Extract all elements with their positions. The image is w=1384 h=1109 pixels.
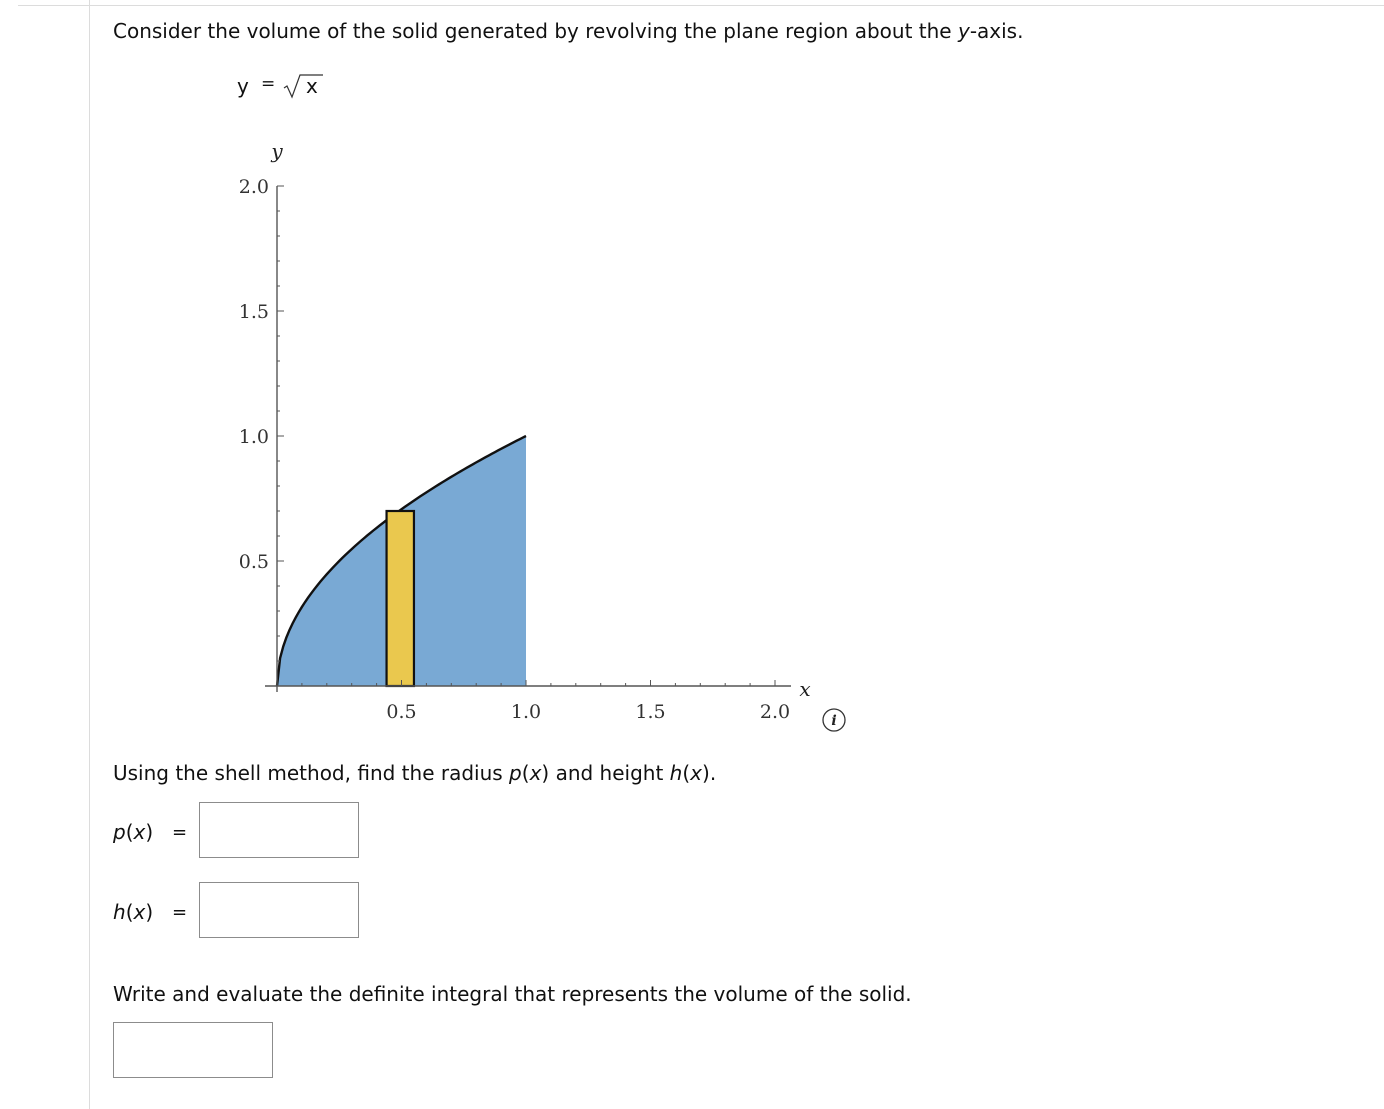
radius-input[interactable] bbox=[199, 802, 359, 858]
height-label-fn: h bbox=[113, 900, 126, 924]
shell-prompt-x1: x bbox=[529, 761, 542, 785]
intro-axis-var: y bbox=[957, 19, 970, 43]
shell-prompt-x2: x bbox=[690, 761, 703, 785]
x-tick-label: 0.5 bbox=[386, 701, 417, 723]
equation-radicand: x bbox=[306, 74, 318, 98]
integral-input[interactable] bbox=[113, 1022, 273, 1078]
integral-prompt: Write and evaluate the definite integral that represents the volume of the solid. bbox=[113, 982, 912, 1006]
radius-label-var: x bbox=[133, 820, 146, 844]
y-axis-label: y bbox=[271, 139, 283, 163]
x-tick-label: 1.0 bbox=[510, 701, 542, 723]
shell-prompt-mid: and height bbox=[549, 761, 670, 785]
height-input[interactable] bbox=[199, 882, 359, 938]
shell-prompt-h: h bbox=[669, 761, 683, 785]
radius-label-fn: p bbox=[113, 820, 126, 844]
height-label: h(x) bbox=[113, 900, 154, 924]
height-label-var: x bbox=[133, 900, 146, 924]
y-tick-label: 0.5 bbox=[238, 551, 269, 573]
shell-prompt-text: Using the shell method, find the radius bbox=[113, 761, 510, 785]
x-tick-label: 1.5 bbox=[635, 701, 666, 723]
info-icon[interactable] bbox=[821, 707, 847, 733]
radius-equals: = bbox=[172, 822, 188, 843]
intro-text: Consider the volume of the solid generated by revolving the plane region about the bbox=[113, 19, 958, 43]
shell-prompt-end: . bbox=[709, 761, 717, 785]
shell-method-prompt: Using the shell method, find the radius p(x) and height h(x). bbox=[113, 761, 717, 785]
height-equals: = bbox=[172, 902, 188, 923]
representative-rectangle bbox=[387, 511, 414, 686]
y-tick-label: 2.0 bbox=[238, 176, 269, 198]
radius-label: p(x) bbox=[113, 820, 154, 844]
y-tick-label: 1.0 bbox=[238, 426, 269, 448]
intro-suffix: -axis. bbox=[969, 19, 1024, 43]
equation-equals: = bbox=[261, 74, 276, 94]
shell-prompt-p: p bbox=[509, 761, 522, 785]
equation-lhs: y bbox=[237, 74, 249, 98]
info-icon-glyph: i bbox=[831, 713, 837, 729]
y-tick-label: 1.5 bbox=[238, 301, 269, 323]
x-axis-label: x bbox=[799, 677, 811, 701]
x-tick-label: 2.0 bbox=[759, 701, 791, 723]
